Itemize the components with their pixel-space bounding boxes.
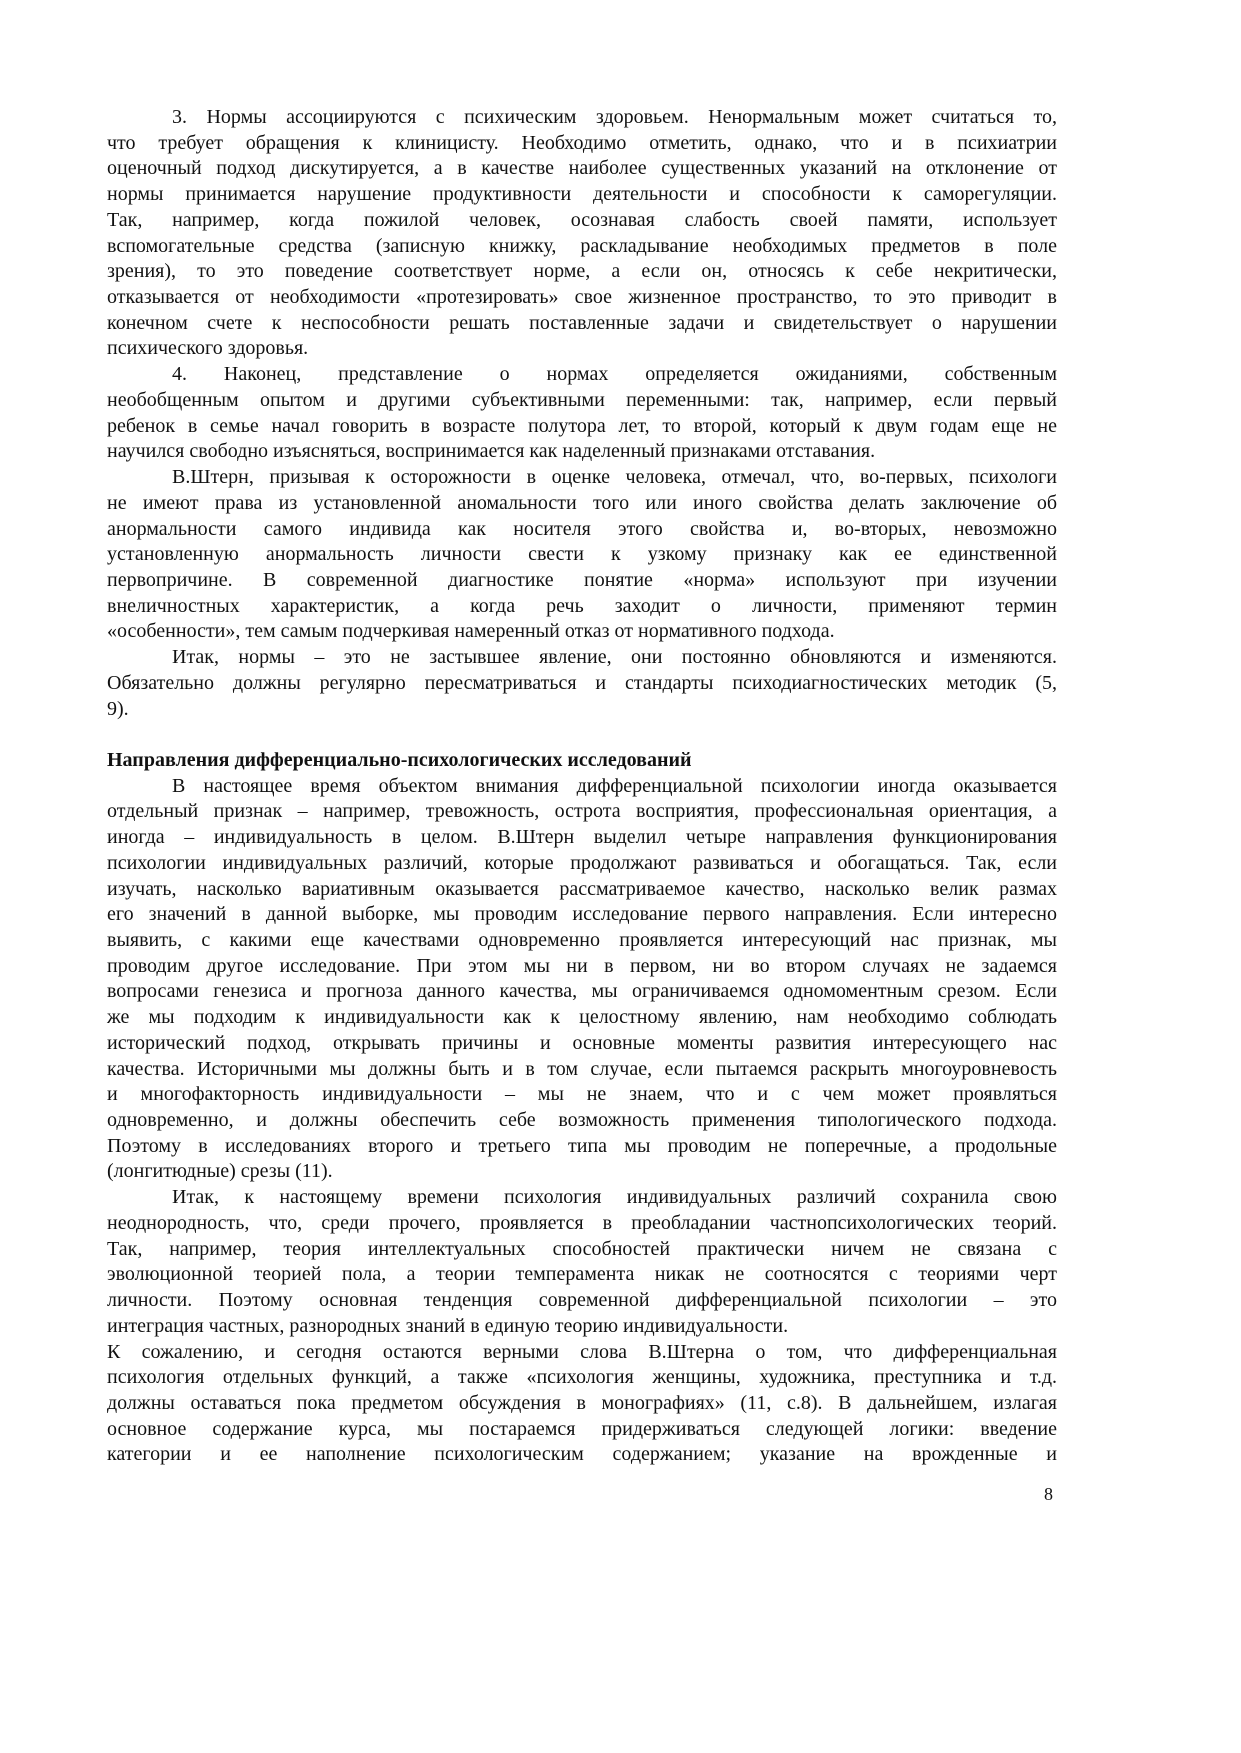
text-line: исторический подход, открывать причины и основные моменты развития интересующего нас [107,1031,1057,1054]
text-line: психического здоровья. [107,337,309,360]
text-line: нормы принимается нарушение продуктивности деятельности и способности к саморегуляции. [107,183,1057,206]
text-line: (лонгитюдные) срезы (11). [107,1160,333,1183]
text-line: проводим другое исследование. При этом мы ни в первом, ни во втором случаях не задаемся [107,954,1057,977]
text-line: необобщенным опытом и другими субъективными переменными: так, например, если первый [107,388,1057,411]
text-line: категории и ее наполнение психологическим содержанием; указание на врожденные и [107,1443,1057,1466]
paragraph [107,465,1057,645]
text-line: его значений в данной выборке, мы проводим исследование первого направления. Если интересно [107,903,1057,926]
text-line: ребенок в семье начал говорить в возрасте полутора лет, то второй, который к двум годам еще не [107,414,1057,437]
text-line: Так, например, когда пожилой человек, осознавая слабость своей памяти, использует [107,208,1057,231]
text-line: основное содержание курса, мы постараемся придерживаться следующей логики: введение [107,1417,1057,1440]
text-line: «особенности», тем самым подчеркивая намеренный отказ от нормативного подхода. [107,620,835,643]
page-number: 8 [1044,1484,1053,1504]
text-line: одновременно, и должны обеспечить себе возможность применения типологического подхода. [107,1109,1057,1132]
text-line: установленную анормальность личности свести к узкому признаку как ее единственной [107,543,1057,566]
text-line: оценочный подход дискутируется, а в качестве наиболее существенных указаний на отклонение от [107,157,1057,180]
text-line: Итак, к настоящему времени психология индивидуальных различий сохранила свою [172,1186,1057,1209]
blank-line [107,722,1057,748]
text-line: К сожалению, и сегодня остаются верными слова В.Штерна о том, что дифференциальная [107,1340,1057,1363]
text-line: 4. Наконец, представление о нормах определяется ожиданиями, собственным [172,363,1057,386]
text-line: 9). [107,697,129,720]
text-line: качества. Историчными мы должны быть и в том случае, если пытаемся раскрыть многоуровневость [107,1057,1057,1080]
text-line: анормальности самого индивида как носителя этого свойства и, во-вторых, невозможно [107,517,1057,540]
text-line: отдельный признак – например, тревожность, острота восприятия, профессиональная ориентация, а [107,800,1057,823]
text-line: же мы подходим к индивидуальности как к целостному явлению, нам необходимо соблюдать [107,1006,1057,1029]
text-line: В настоящее время объектом внимания дифференциальной психологии иногда оказывается [172,774,1057,797]
paragraph [107,774,1057,1186]
text-line: внеличностных характеристик, а когда речь заходит о личности, применяют термин [107,594,1057,617]
text-line: 3. Нормы ассоциируются с психическим здоровьем. Ненормальным может считаться то, [172,106,1057,128]
text-line: неоднородность, что, среди прочего, проявляется в преобладании частнопсихологических теорий. [107,1211,1057,1234]
text-line: конечном счете к неспособности решать поставленные задачи и свидетельствует о нарушении [107,311,1057,334]
text-line: психология отдельных функций, а также «психология женщины, художника, преступника и т.д. [107,1366,1057,1389]
text-line: должны оставаться пока предметом обсуждения в монографиях» (11, с.8). В дальнейшем, излагая [107,1391,1057,1414]
text-line: интеграция частных, разнородных знаний в единую теорию индивидуальности. [107,1314,789,1337]
text-line: и многофакторность индивидуальности – мы не знаем, что и с чем может проявляться [107,1083,1057,1106]
text-line: не имеют права из установленной аномальности того или иного свойства делать заключение об [107,491,1057,514]
text-line: вопросами генезиса и прогноза данного качества, мы ограничиваемся одномоментным срезом. Если [107,980,1057,1003]
text-line: вспомогательные средства (записную книжку, раскладывание необходимых предметов в поле [107,234,1057,257]
text-line: Так, например, теория интеллектуальных способностей практически ничем не связана с [107,1237,1057,1260]
text-line: Обязательно должны регулярно пересматриваться и стандарты психодиагностических методик (5, [107,671,1057,694]
paragraph [107,105,1057,362]
text-line: зрения), то это поведение соответствует норме, а если он, относясь к себе некритически, [107,260,1057,283]
paragraph [107,362,1057,465]
text-line: Итак, нормы – это не застывшее явление, они постоянно обновляются и изменяются. [172,646,1057,669]
text-line: выявить, с какими еще качествами одновременно проявляется интересующий нас признак, мы [107,929,1057,951]
paragraph [107,1185,1057,1339]
text-line: В.Штерн, призывая к осторожности в оценке человека, отмечал, что, во-первых, психологи [172,466,1057,489]
paragraph [107,1340,1057,1469]
text-line: личности. Поэтому основная тенденция современной дифференциальной психологии – это [107,1289,1057,1312]
text-line: изучать, насколько вариативным оказывается рассматриваемое качество, насколько велик размах [107,877,1057,900]
text-line: отказывается от необходимости «протезировать» свое жизненное пространство, то это приводит в [107,286,1057,309]
text-line: что требует обращения к клиницисту. Необходимо отметить, однако, что и в психиатрии [107,131,1057,154]
text-line: Поэтому в исследованиях второго и третьего типа мы проводим не поперечные, а продольные [107,1134,1057,1157]
section-heading: Направления дифференциально-психологических исследований [107,748,692,771]
text-line: психологии индивидуальных различий, которые продолжают развиваться и обогащаться. Так, если [107,851,1057,874]
text-line: эволюционной теорией пола, а теории темперамента никак не соотносятся с теориями черт [107,1263,1057,1286]
document-page [107,105,1057,1468]
paragraph [107,645,1057,722]
text-line: научился свободно изъясняться, воспринимается как наделенный признаками отставания. [107,440,876,463]
text-line: первопричине. В современной диагностике понятие «норма» используют при изучении [107,568,1057,591]
text-line: иногда – индивидуальность в целом. В.Штерн выделил четыре направления функционирования [107,826,1057,849]
